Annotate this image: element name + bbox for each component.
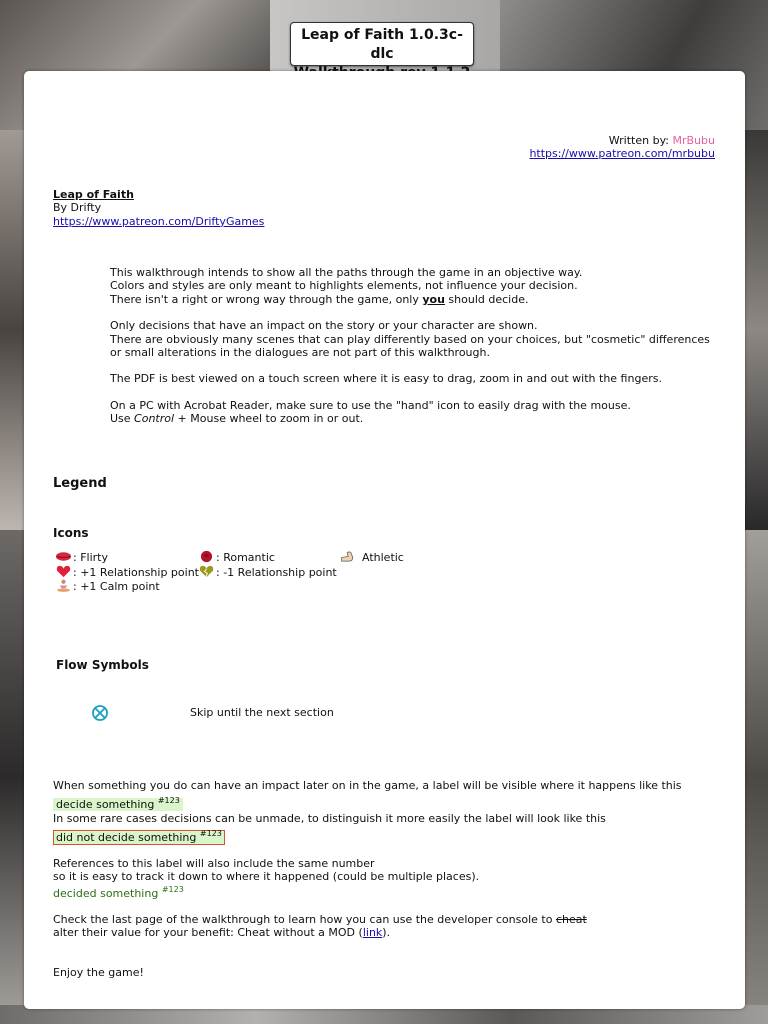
intro-emphasis: you: [422, 292, 445, 306]
label-paragraph: so it is easy to track it down to where it happened (could be multiple places).: [53, 870, 480, 884]
intro-line: + Mouse wheel to zoom in or out.: [174, 412, 364, 426]
intro-line: Use: [110, 412, 135, 426]
intro-italic: Control: [134, 412, 175, 426]
skip-circle-icon: [90, 705, 110, 721]
flexed-arm-icon: [339, 550, 361, 563]
lips-icon: [55, 550, 72, 563]
enjoy-text: Enjoy the game!: [53, 965, 144, 979]
author-name: MrBubu: [672, 134, 715, 147]
document-title: [290, 22, 474, 66]
label-example-reference-text: decided something: [53, 887, 162, 901]
intro-line: Only decisions that have an impact on the story or your character are shown.: [110, 319, 538, 333]
label-paragraph: References to this label will also include the same number: [53, 856, 375, 870]
game-title: Leap of Faith: [53, 188, 134, 201]
legend-athletic-label: Athletic: [362, 551, 404, 564]
intro-line: Colors and styles are only meant to highlights elements, not influence your decision.: [110, 279, 578, 293]
game-info: [53, 188, 264, 228]
legend-heading: Legend: [53, 476, 107, 491]
intro-line: On a PC with Acrobat Reader, make sure to use the "hand" icon to easily drag with the mouse.: [110, 398, 631, 412]
intro-line: or small alterations in the dialogues are not part of this walkthrough.: [110, 346, 490, 360]
label-explanation: [53, 779, 682, 979]
label-paragraph: When something you do can have an impact later on in the game, a label will be visible where it happens like this: [53, 779, 682, 792]
intro-line: The PDF is best viewed on a touch screen where it is easy to drag, zoom in and out with the fingers.: [110, 372, 662, 386]
label-example-reference-num: #123: [161, 885, 184, 895]
title-line-1: Leap of Faith 1.0.3c-dlc: [301, 27, 463, 62]
label-paragraph: In some rare cases decisions can be unmade, to distinguish it more easily the label will look like this: [53, 811, 606, 825]
intro-line: There are obviously many scenes that can play differently based on your choices, but "cosmetic" differences: [110, 332, 710, 346]
intro-text: [110, 266, 710, 426]
written-by-label: Written by:: [608, 134, 673, 147]
legend-calm: [55, 579, 160, 593]
cheat-struck: cheat: [555, 912, 587, 926]
document-page: [24, 71, 745, 1009]
icons-heading: Icons: [53, 526, 89, 540]
skip-description: Skip until the next section: [190, 706, 334, 719]
legend-rel-minus: [198, 565, 337, 579]
legend-calm-label: : +1 Calm point: [73, 580, 160, 593]
broken-heart-icon: [198, 565, 215, 578]
intro-line: This walkthrough intends to show all the paths through the game in an objective way.: [110, 266, 583, 279]
legend-rel-plus: [55, 565, 199, 579]
rose-icon: [198, 550, 215, 563]
cheat-link[interactable]: link: [362, 926, 383, 940]
intro-line: There isn't a right or wrong way through the game, only: [110, 292, 423, 306]
cheat-paragraph-2: alter their value for your benefit: Cheat without a MOD (: [53, 926, 363, 940]
intro-line: should decide.: [444, 292, 529, 306]
label-example-decide-num: #123: [157, 796, 180, 806]
legend-rel-plus-label: : +1 Relationship point: [73, 566, 199, 579]
game-link[interactable]: https://www.patreon.com/DriftyGames: [53, 214, 265, 228]
credits: [529, 134, 715, 161]
legend-romantic: [198, 550, 275, 564]
flow-symbols-heading: Flow Symbols: [56, 658, 149, 672]
legend-romantic-label: : Romantic: [216, 551, 275, 564]
meditation-icon: [55, 579, 72, 592]
label-example-undecide-text: did not decide something: [56, 831, 200, 845]
author-link[interactable]: https://www.patreon.com/mrbubu: [529, 147, 715, 161]
legend-rel-minus-label: : -1 Relationship point: [216, 566, 337, 579]
label-example-decide-text: decide something: [56, 798, 158, 812]
label-example-decide: [53, 798, 183, 811]
legend-athletic: [339, 550, 404, 564]
game-author: By Drifty: [53, 201, 102, 215]
heart-icon: [55, 565, 72, 578]
cheat-paragraph: Check the last page of the walkthrough to learn how you can use the developer console to: [53, 912, 556, 926]
legend-flirty: [55, 550, 108, 564]
legend-flirty-label: : Flirty: [73, 551, 108, 564]
label-example-undecide-num: #123: [199, 829, 222, 839]
skip-symbol: [90, 705, 110, 724]
label-example-reference: [53, 887, 184, 900]
label-example-undecide: [53, 830, 225, 845]
cheat-paragraph-end: ).: [382, 926, 391, 940]
